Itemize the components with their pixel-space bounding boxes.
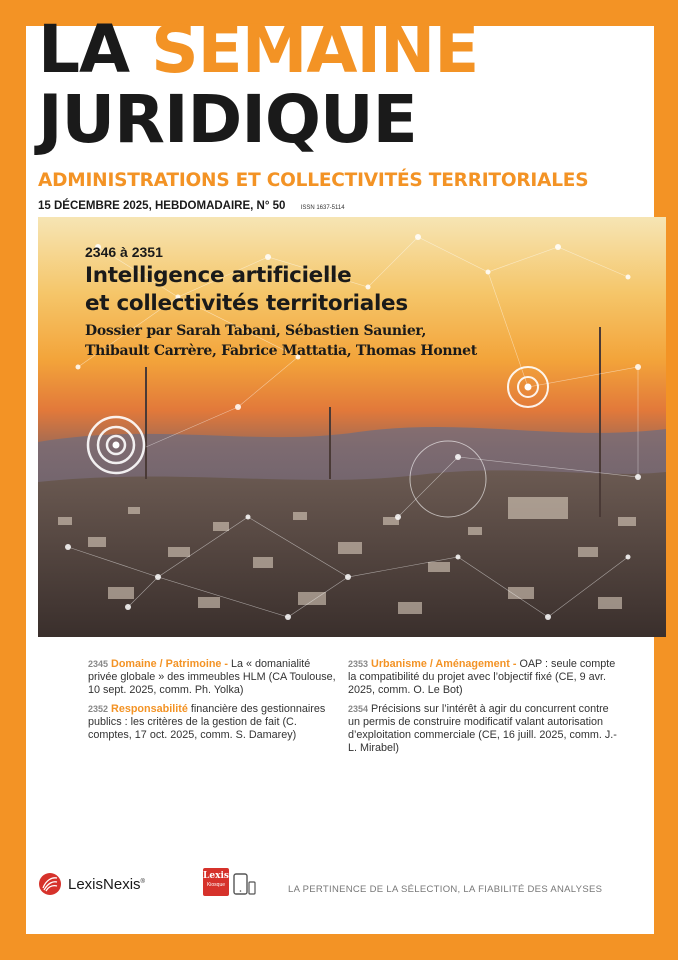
publisher-logo: [38, 872, 145, 896]
toc-item-rubric: Responsabilité: [111, 703, 188, 715]
toc-item-number: 2353: [348, 659, 369, 669]
toc-item: [88, 658, 338, 697]
toc-item-rubric: Urbanisme / Aménagement -: [371, 658, 517, 670]
publisher-trademark: ®: [140, 878, 145, 885]
kiosque-label-2: Kiosque: [206, 882, 226, 888]
toc-item: [348, 658, 618, 697]
toc-item-rubric: Domaine / Patrimoine -: [111, 658, 229, 670]
toc-left-column: [88, 658, 338, 748]
toc-item-number: 2352: [88, 704, 109, 714]
toc-item: [348, 703, 618, 755]
kiosque-logo: [203, 868, 229, 896]
toc-item-text: La « domanialité privée globale » des immeubles HLM (CA Toulouse, 10 sept. 2025, comm. Ph. Yolka): [88, 658, 336, 696]
masthead-line-1: [38, 11, 479, 88]
toc-right-column: [348, 658, 618, 761]
edition-subtitle: ADMINISTRATIONS ET COLLECTIVITÉS TERRITORIALES: [38, 170, 589, 191]
dossier-title-line-2: et collectivités territoriales: [85, 291, 408, 316]
dossier-authors-line-2: Thibault Carrère, Fabrice Mattatia, Thomas Honnet: [85, 343, 477, 359]
kiosque-label-1: Lexis: [203, 871, 229, 881]
masthead-semaine: SEMAINE: [151, 11, 479, 88]
masthead-juridique: JURIDIQUE: [38, 81, 417, 158]
issn: ISSN 1637-5114: [300, 205, 345, 211]
toc-item-text: Précisions sur l’intérêt à agir du concurrent contre un permis de construire modificatif valant autorisation d’exploitation commerciale (CE, 16 juill. 2025, comm. J.-L. Mirabel): [348, 703, 617, 754]
toc-item: [88, 703, 338, 742]
toc-item-text: OAP : seule compte la compatibilité du projet avec l’objectif fixé (CE, 9 avr. 2025, comm. O. Le Bot): [348, 658, 616, 696]
toc-item-text: financière des gestionnaires publics : les critères de la gestion de fait (C. comptes, 17 oct. 2025, comm. S. Damarey): [88, 703, 326, 741]
dossier-title-line-1: Intelligence artificielle: [85, 263, 352, 288]
publisher-name: [68, 876, 145, 893]
issue-info: [38, 200, 345, 212]
dossier-title: [85, 262, 408, 318]
dossier-range: 2346 à 2351: [85, 244, 163, 260]
tagline: LA PERTINENCE DE LA SÉLECTION, LA FIABILITÉ DES ANALYSES: [288, 884, 603, 895]
dossier-authors-line-1: Dossier par Sarah Tabani, Sébastien Saunier,: [85, 323, 427, 339]
lexis-kiosque-badge: [203, 868, 256, 896]
issue-line: 15 DÉCEMBRE 2025, HEBDOMADAIRE, N° 50: [38, 200, 286, 212]
lexisnexis-logo-icon: [38, 872, 62, 896]
dossier-authors: [85, 321, 477, 361]
toc-item-number: 2345: [88, 659, 109, 669]
tablet-icon: [232, 872, 256, 896]
toc-item-number: 2354: [348, 704, 369, 714]
masthead-la: LA: [38, 11, 130, 88]
publisher-name-text: LexisNexis: [68, 875, 141, 893]
